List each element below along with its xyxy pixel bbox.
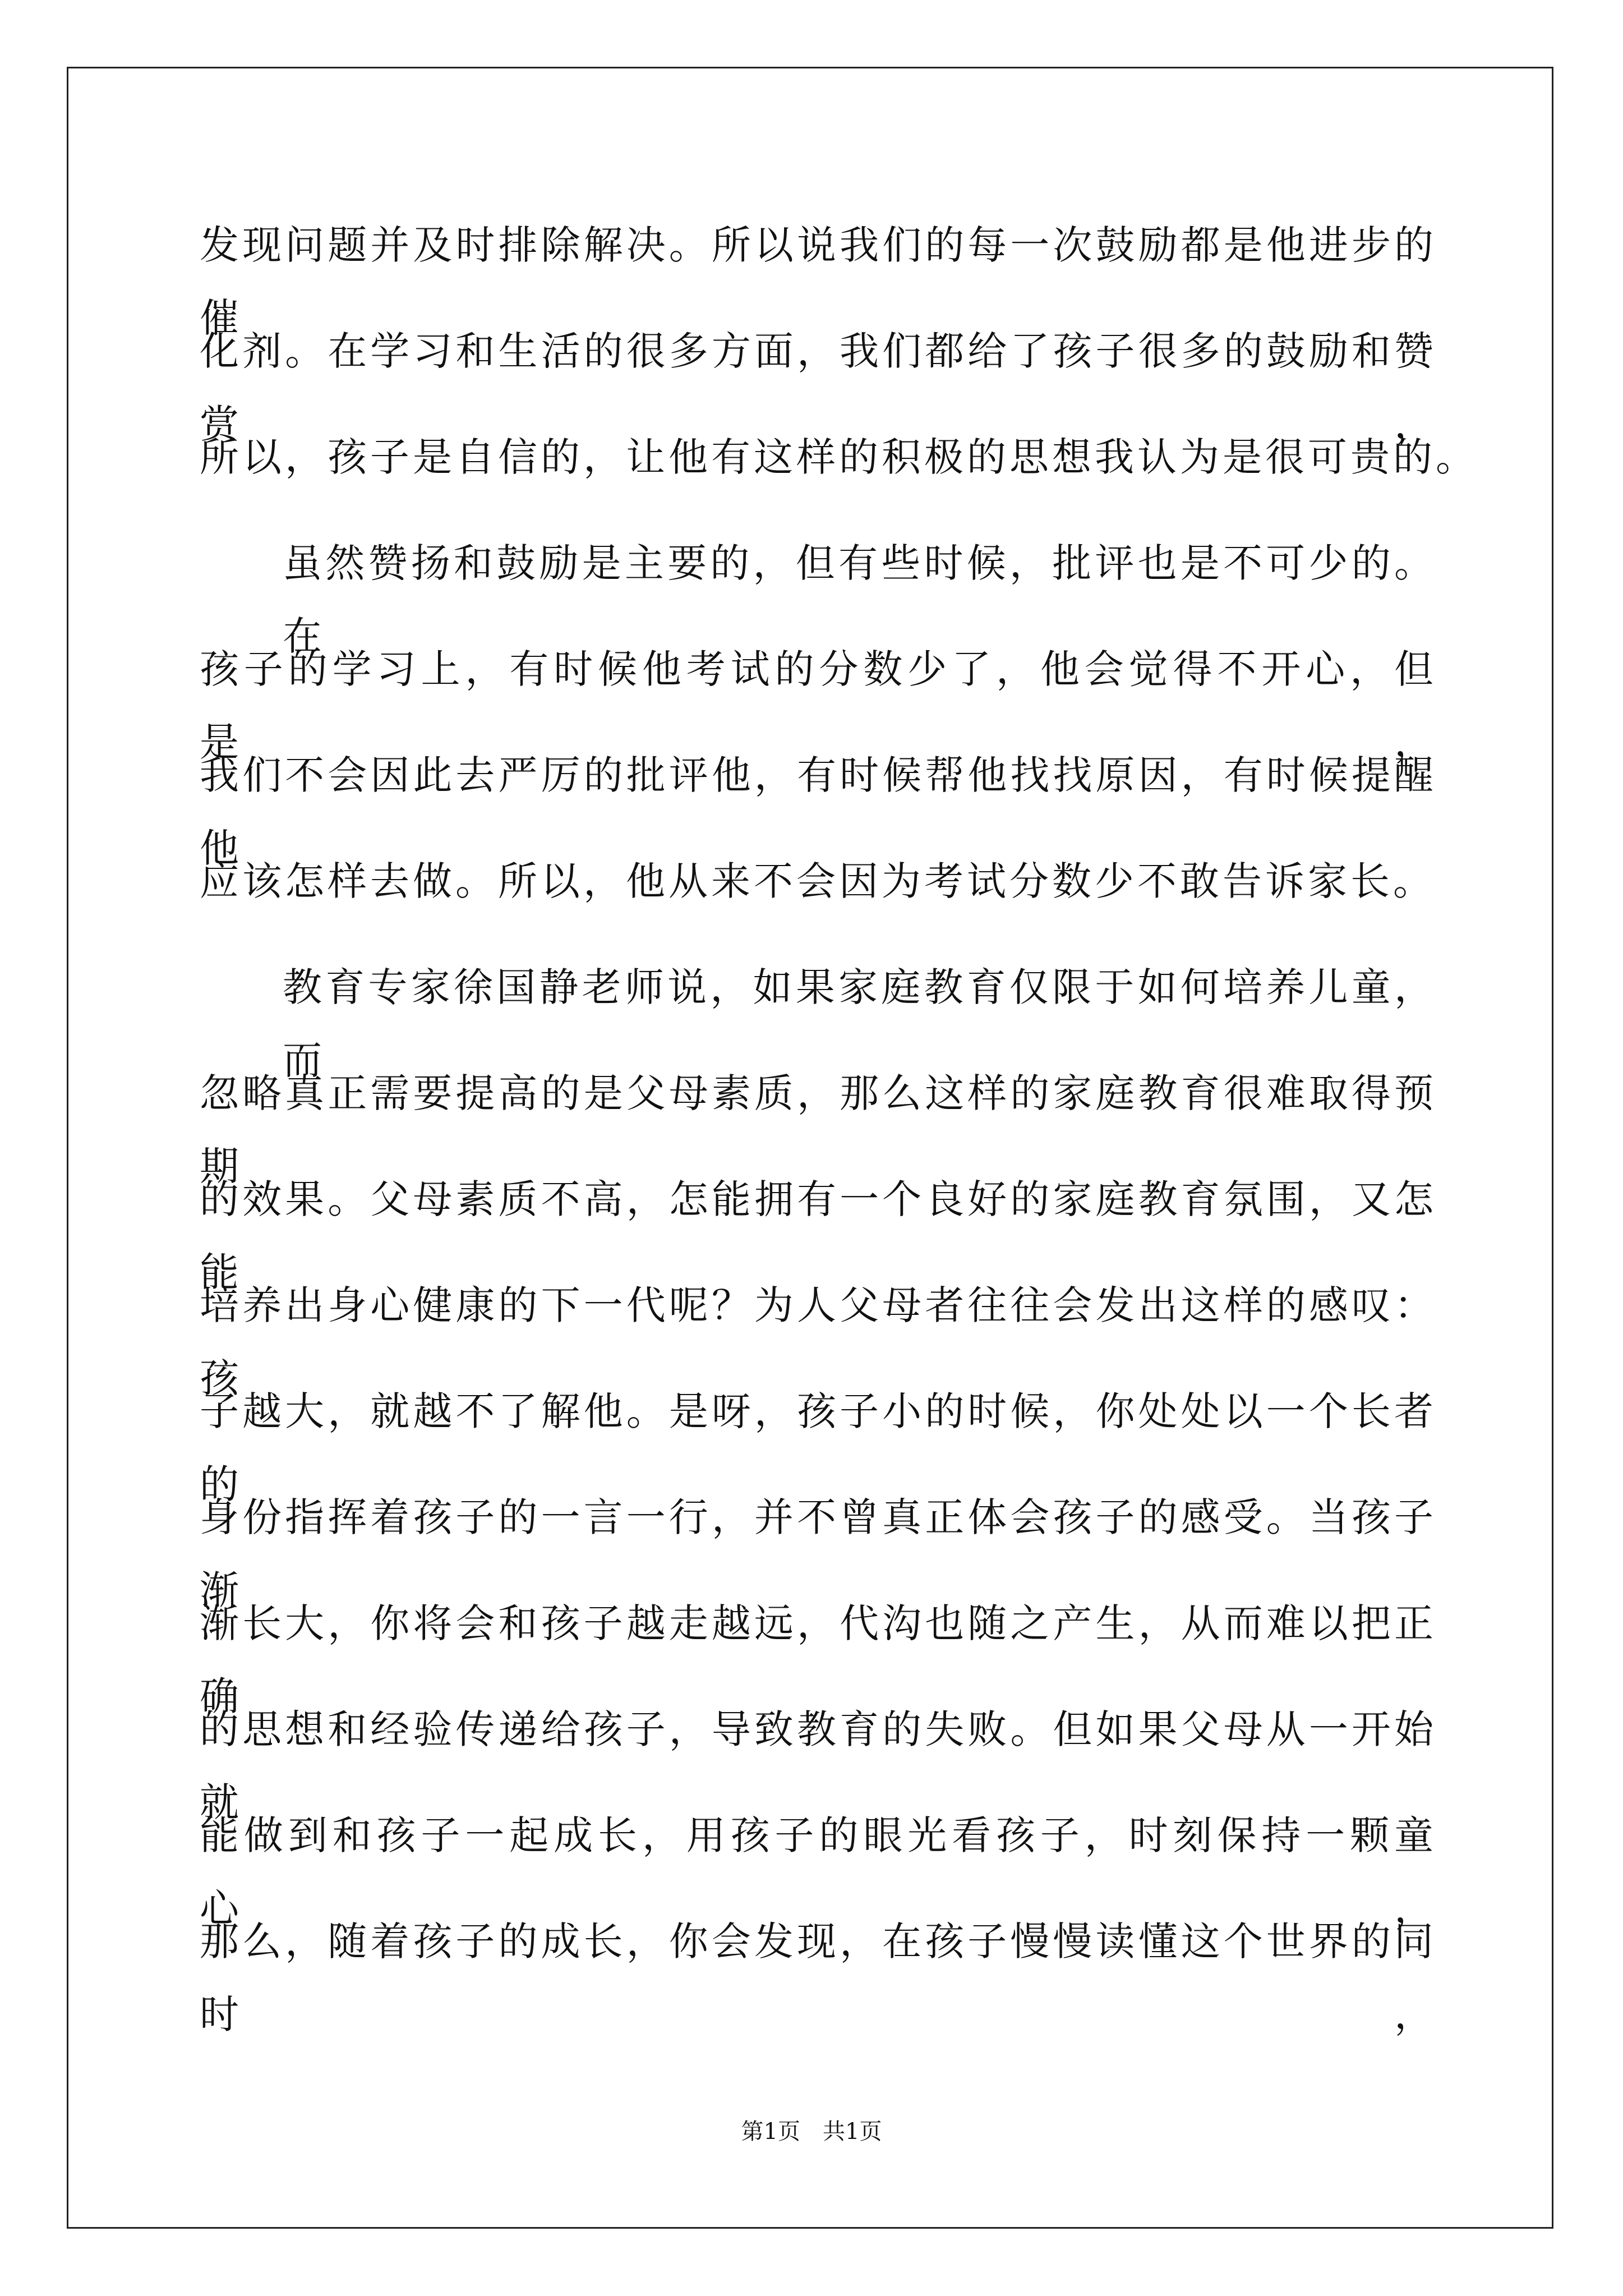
text-line: 孩子的学习上，有时候他考试的分数少了，他会觉得不开心，但是， bbox=[200, 646, 1437, 765]
text-line: 能做到和孩子一起成长，用孩子的眼光看孩子，时刻保持一颗童心， bbox=[200, 1812, 1437, 1931]
text-line: 我们不会因此去严厉的批评他，有时候帮他找找原因，有时候提醒他 bbox=[200, 752, 1437, 871]
text-line: 身份指挥着孩子的一言一行，并不曾真正体会孩子的感受。当孩子渐 bbox=[200, 1494, 1437, 1613]
text-line: 发现问题并及时排除解决。所以说我们的每一次鼓励都是他进步的催 bbox=[200, 222, 1437, 341]
text-line: 的思想和经验传递给孩子，导致教育的失败。但如果父母从一开始就 bbox=[200, 1706, 1437, 1825]
text-line: 那么，随着孩子的成长，你会发现，在孩子慢慢读懂这个世界的同时， bbox=[200, 1918, 1437, 2037]
paragraph-first-line: 教育专家徐国静老师说，如果家庭教育仅限于如何培养儿童，而 bbox=[283, 964, 1437, 1083]
page-number-footer: 第1页 共1页 bbox=[741, 2119, 882, 2145]
paragraph-first-line: 虽然赞扬和鼓励是主要的，但有些时候，批评也是不可少的。在 bbox=[283, 540, 1437, 659]
text-line: 培养出身心健康的下一代呢？为人父母者往往会发出这样的感叹：孩 bbox=[200, 1282, 1437, 1401]
text-line: 忽略真正需要提高的是父母素质，那么这样的家庭教育很难取得预期 bbox=[200, 1070, 1437, 1189]
text-line: 化剂。在学习和生活的很多方面，我们都给了孩子很多的鼓励和赞赏， bbox=[200, 328, 1437, 447]
text-line: 应该怎样去做。所以，他从来不会因为考试分数少不敢告诉家长。 bbox=[200, 858, 1436, 904]
document-body bbox=[200, 209, 1478, 2037]
text-line: 渐长大，你将会和孩子越走越远，代沟也随之产生，从而难以把正确 bbox=[200, 1600, 1437, 1719]
text-line: 子越大，就越不了解他。是呀，孩子小的时候，你处处以一个长者的 bbox=[200, 1388, 1437, 1507]
text-line: 所以，孩子是自信的，让他有这样的积极的思想我认为是很可贵的。 bbox=[200, 434, 1478, 480]
text-line: 的效果。父母素质不高，怎能拥有一个良好的家庭教育氛围，又怎能 bbox=[200, 1176, 1437, 1295]
